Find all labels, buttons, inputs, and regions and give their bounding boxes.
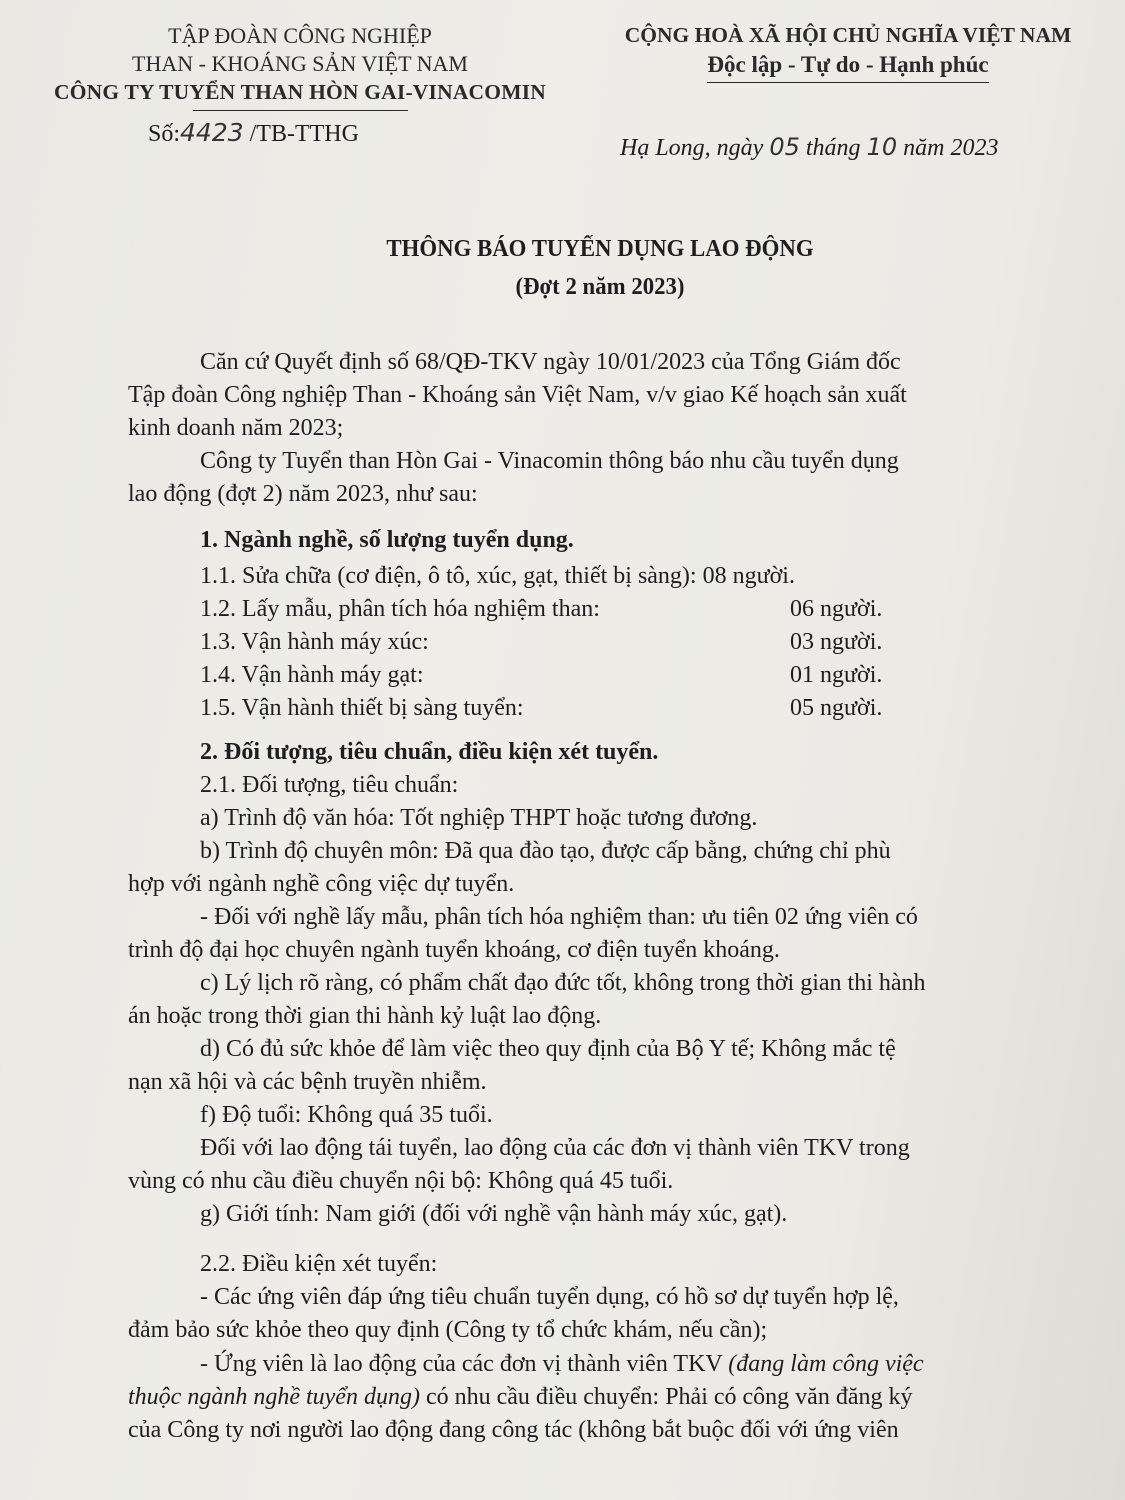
list-item: 1.5. Vận hành thiết bị sàng tuyển:	[200, 695, 524, 721]
section2-heading: 2. Đối tượng, tiêu chuẩn, điều kiện xét tuyển.	[200, 739, 659, 765]
list-item: 1.1. Sửa chữa (cơ điện, ô tô, xúc, gạt, thiết bị sàng): 08 người.	[200, 563, 795, 589]
intro-line: kinh doanh năm 2023;	[128, 415, 344, 441]
issuer-underline	[193, 110, 408, 111]
document-number	[148, 118, 359, 148]
criterion-line: f) Độ tuổi: Không quá 35 tuổi.	[200, 1102, 493, 1128]
intro-line: Căn cứ Quyết định số 68/QĐ-TKV ngày 10/01/2023 của Tổng Giám đốc	[200, 349, 901, 375]
issuer-parent-line1: TẬP ĐOÀN CÔNG NGHIỆP	[168, 23, 432, 48]
number-handwritten: 4423	[180, 118, 244, 147]
list-item-qty: 06 người.	[790, 596, 883, 622]
criterion-line: - Đối với nghề lấy mẫu, phân tích hóa nghiệm than: ưu tiên 02 ứng viên có	[200, 904, 918, 930]
national-header	[598, 20, 1098, 83]
condition-line	[200, 1348, 924, 1382]
date-day: 05	[769, 133, 800, 161]
criterion-line: trình độ đại học chuyên ngành tuyển khoáng, cơ điện tuyển khoáng.	[128, 937, 780, 963]
document-title	[30, 230, 1125, 306]
criterion-line: nạn xã hội và các bệnh truyền nhiễm.	[128, 1069, 487, 1095]
list-item: 1.3. Vận hành máy xúc:	[200, 629, 429, 655]
condition-line: - Các ứng viên đáp ứng tiêu chuẩn tuyển dụng, có hồ sơ dự tuyển hợp lệ,	[200, 1284, 899, 1310]
condition-italic-text: thuộc ngành nghề tuyển dụng)	[128, 1384, 420, 1410]
condition-text: - Ứng viên là lao động của các đơn vị thành viên TKV	[200, 1351, 729, 1377]
date-month: 10	[866, 133, 898, 161]
criterion-line: b) Trình độ chuyên môn: Đã qua đào tạo, được cấp bằng, chứng chỉ phù	[200, 838, 891, 864]
criterion-line: c) Lý lịch rõ ràng, có phẩm chất đạo đức tốt, không trong thời gian thi hành	[200, 970, 926, 996]
list-item-qty: 01 người.	[790, 662, 883, 688]
subsection-heading: 2.2. Điều kiện xét tuyển:	[200, 1251, 438, 1277]
issuer-header	[20, 22, 580, 111]
issuer-company: CÔNG TY TUYỂN THAN HÒN GAI-VINACOMIN	[54, 80, 546, 104]
list-item-qty: 03 người.	[790, 629, 883, 655]
date-place: Hạ Long, ngày	[620, 135, 764, 161]
list-item: 1.2. Lấy mẫu, phân tích hóa nghiệm than:	[200, 596, 600, 622]
issuer-parent-line2: THAN - KHOÁNG SẢN VIỆT NAM	[132, 51, 468, 76]
condition-text: có nhu cầu điều chuyển: Phải có công văn đăng ký	[419, 1384, 913, 1410]
condition-line: của Công ty nơi người lao động đang công tác (không bắt buộc đối với ứng viên	[128, 1417, 899, 1443]
condition-line	[128, 1381, 912, 1415]
date-year: năm 2023	[903, 135, 999, 161]
criterion-line: án hoặc trong thời gian thi hành kỷ luật lao động.	[128, 1003, 602, 1029]
criterion-line: vùng có nhu cầu điều chuyển nội bộ: Không quá 45 tuổi.	[128, 1168, 674, 1194]
document-date	[620, 133, 998, 162]
criterion-line: Đối với lao động tái tuyển, lao động của các đơn vị thành viên TKV trong	[200, 1135, 910, 1161]
criterion-line: a) Trình độ văn hóa: Tốt nghiệp THPT hoặc tương đương.	[200, 805, 758, 831]
title-sub: (Đợt 2 năm 2023)	[515, 274, 685, 300]
list-item: 1.4. Vận hành máy gạt:	[200, 662, 424, 688]
number-suffix: /TB-TTHG	[249, 121, 359, 147]
subsection-heading: 2.1. Đối tượng, tiêu chuẩn:	[200, 772, 459, 798]
intro-line: Công ty Tuyển than Hòn Gai - Vinacomin thông báo nhu cầu tuyển dụng	[200, 448, 899, 474]
criterion-line: hợp với ngành nghề công việc dự tuyển.	[128, 871, 515, 897]
criterion-line: g) Giới tính: Nam giới (đối với nghề vận hành máy xúc, gạt).	[200, 1201, 788, 1227]
intro-line: lao động (đợt 2) năm 2023, như sau:	[128, 481, 478, 507]
criterion-line: d) Có đủ sức khỏe để làm việc theo quy định của Bộ Y tế; Không mắc tệ	[200, 1036, 896, 1062]
condition-line: đảm bảo sức khỏe theo quy định (Công ty tổ chức khám, nếu cần);	[128, 1317, 768, 1343]
intro-line: Tập đoàn Công nghiệp Than - Khoáng sản Việt Nam, v/v giao Kế hoạch sản xuất	[128, 382, 907, 408]
list-item-qty: 05 người.	[790, 695, 883, 721]
section1-heading: 1. Ngành nghề, số lượng tuyển dụng.	[200, 527, 574, 553]
national-motto: Độc lập - Tự do - Hạnh phúc	[707, 50, 988, 83]
nation-name: CỘNG HOÀ XÃ HỘI CHỦ NGHĨA VIỆT NAM	[624, 23, 1072, 47]
number-prefix: Số:	[148, 121, 181, 147]
condition-italic-text: (đang làm công việc	[728, 1351, 924, 1377]
date-month-label: tháng	[805, 135, 861, 161]
title-main: THÔNG BÁO TUYỂN DỤNG LAO ĐỘNG	[386, 236, 814, 262]
